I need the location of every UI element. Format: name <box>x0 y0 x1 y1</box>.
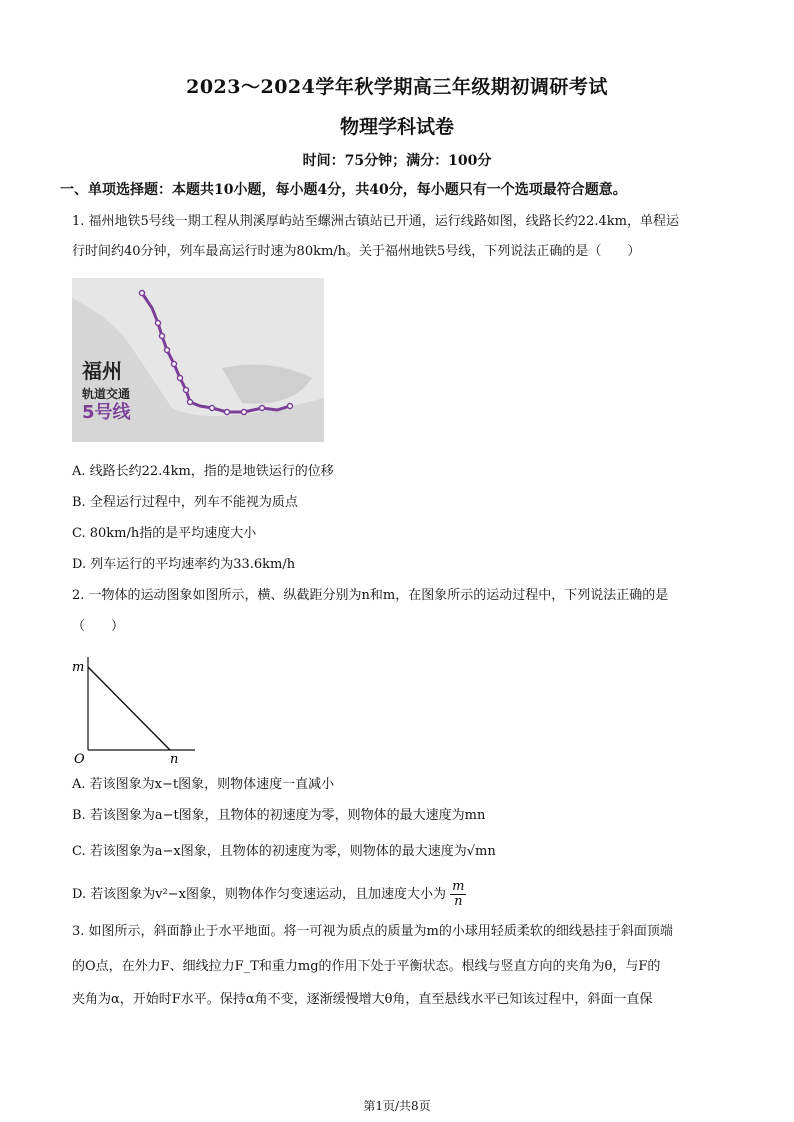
section-heading: 一、单项选择题：本题共10小题，每小题4分，共40分，每小题只有一个选项最符合题意。 <box>60 182 627 198</box>
q1-stem-line2: 行时间约40分钟，列车最高运行时速为80km/h。关于福州地铁5号线，下列说法正确的是（ ） <box>72 244 641 259</box>
q1-option-c: C. 80km/h指的是平均速度大小 <box>72 526 257 541</box>
q2-option-a: A. 若该图象为x−t图象，则物体速度一直减小 <box>72 777 335 792</box>
y-intercept-label: m <box>72 660 85 675</box>
q2-graph <box>70 655 200 765</box>
graph-line <box>88 667 170 750</box>
map-label-city: 福州 <box>82 359 122 383</box>
q1-option-b: B. 全程运行过程中，列车不能视为质点 <box>72 495 298 510</box>
fraction-m-over-n: $\frac{m}{n}$ <box>452 879 465 909</box>
q2-option-b: B. 若该图象为a−t图象，且物体的初速度为零，则物体的最大速度为mn <box>72 808 486 823</box>
q2-stem-line2: （ ） <box>72 619 125 634</box>
q1-option-a: A. 线路长约22.4km，指的是地铁运行的位移 <box>72 464 334 479</box>
q3-line1: 3. 如图所示，斜面静止于水平地面。将一可视为质点的质量为m的小球用轻质柔软的细线悬挂于斜面顶端 <box>72 924 673 939</box>
sqrt-mn: √mn <box>466 844 496 859</box>
q2-option-c <box>72 842 496 862</box>
page-footer: 第1页/共8页 <box>363 1099 431 1113</box>
metro-map-figure <box>72 278 324 442</box>
q2-option-c-text: C. 若该图象为a−x图象，且物体的初速度为零，则物体的最大速度为 <box>72 844 467 859</box>
q1-option-d: D. 列车运行的平均速率约为33.6km/h <box>72 557 296 572</box>
q2-option-d-text: D. 若该图象为v²−x图象，则物体作匀变速运动，且加速度大小为 <box>72 887 447 902</box>
q3-line3: 夹角为α，开始时F水平。保持α角不变，逐渐缓慢增大θ角，直至悬线水平已知该过程中，斜面一直保 <box>72 992 653 1007</box>
exam-title: 2023～2024学年秋学期高三年级期初调研考试 <box>186 76 608 98</box>
q2-option-d <box>72 880 466 909</box>
map-label-line: 5号线 <box>82 402 131 423</box>
subject-title: 物理学科试卷 <box>339 116 454 138</box>
q2-stem-line1: 2. 一物体的运动图象如图所示，横、纵截距分别为n和m，在图象所示的运动过程中，下列说法正确的是 <box>72 588 669 603</box>
exam-meta: 时间：75分钟；满分：100分 <box>302 153 492 169</box>
q3-line2: 的O点，在外力F、细线拉力F_T和重力mg的作用下处于平衡状态。根线与竖直方向的夹角为θ，与F的 <box>72 959 661 974</box>
origin-label: O <box>74 752 85 765</box>
q1-stem-line1: 1. 福州地铁5号线一期工程从荆溪厚屿站至螺洲古镇站已开通，运行线路如图，线路长约22.4km，单程运 <box>72 214 679 229</box>
metro-map-svg <box>72 278 324 442</box>
map-label-transit: 轨道交通 <box>82 387 131 401</box>
x-intercept-label: n <box>170 752 179 765</box>
